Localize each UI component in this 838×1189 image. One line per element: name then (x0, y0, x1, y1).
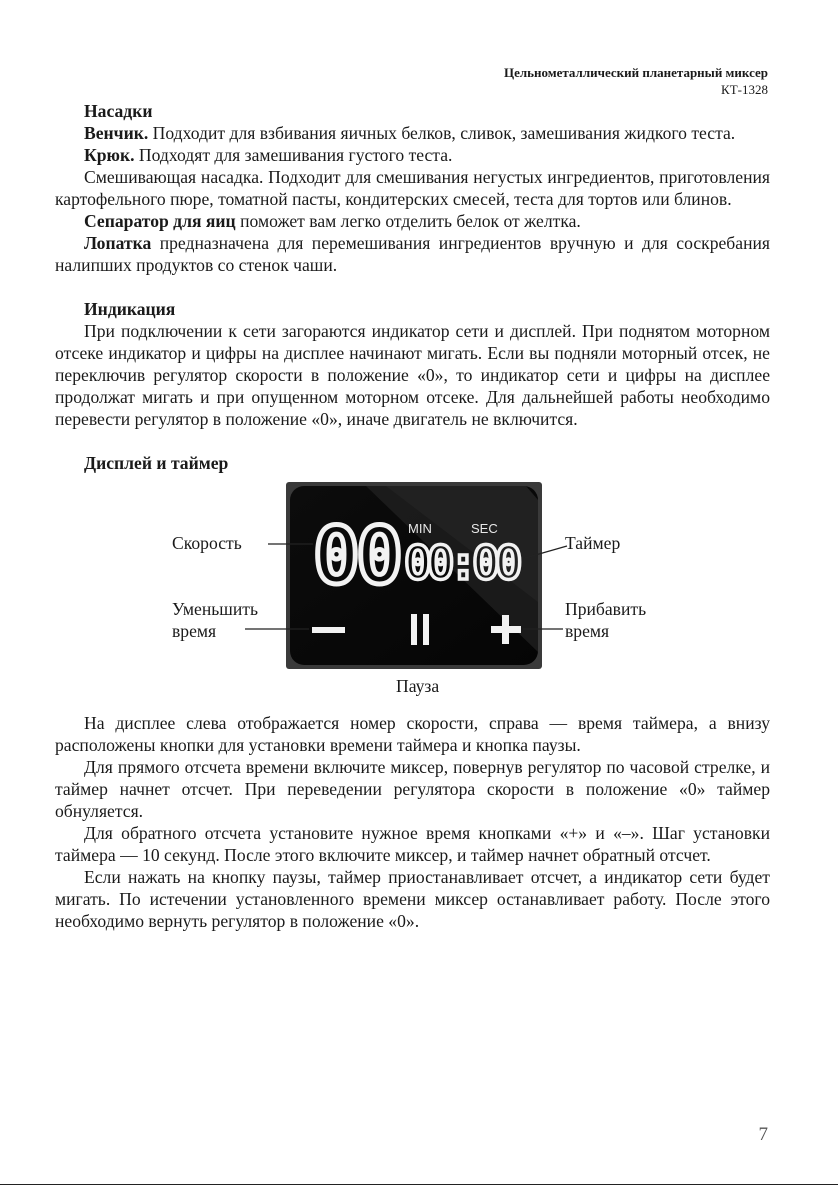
description-p2: Для прямого отсчета времени включите миксер, повернув регулятор по часовой стрелке, и таймер начнет отсчет. При переведении регулятора скорости в положение «0» таймер обнуляется. (55, 757, 770, 821)
timer-digits: 00:00 (404, 536, 518, 590)
mixing-paragraph: Смешивающая насадка. Подходит для смешивания негустых ингредиентов, приготовления картофельного пюре, томатной пасты, кондитерских смесей, теста для тортов или блинов. (55, 167, 770, 209)
spatula-paragraph (55, 232, 770, 276)
callout-increase-line1: Прибавить (565, 599, 647, 619)
callout-decrease-line2: время (172, 621, 217, 641)
separator-paragraph (55, 210, 770, 232)
speed-digits: 00 (313, 512, 399, 602)
whisk-paragraph (55, 122, 770, 144)
description-p1: На дисплее слева отображается номер скорости, справа — время таймера, а внизу расположены кнопки для установки времени таймера и кнопка паузы. (55, 713, 770, 755)
indication-heading: Индикация (84, 299, 176, 319)
attachments-heading: Насадки (84, 101, 153, 121)
leader-timer (525, 546, 567, 558)
minus-icon[interactable] (312, 627, 345, 633)
model-number: КТ-1328 (721, 82, 768, 97)
page-header (504, 64, 768, 98)
hook-term: Крюк. (84, 145, 135, 165)
whisk-text: Подходит для взбивания яичных белков, сливок, замешивания жидкого теста. (148, 123, 736, 143)
hook-paragraph (55, 144, 770, 166)
indication-paragraph: При подключении к сети загораются индикатор сети и дисплей. При поднятом моторном отсеке индикатор и цифры на дисплее начинают мигать. Если вы подняли моторный отсек, не переключив регулятор скорости в положение «0», то индикатор сети и цифры на дисплее продолжат мигать и при опущенном моторном отсеке. Для дальнейшей работы необходимо перевести регулятор в положение «0», иначе двигатель не включится. (55, 321, 770, 429)
sec-label: SEC (471, 521, 498, 536)
separator-text: поможет вам легко отделить белок от желтка. (235, 211, 581, 231)
callout-timer: Таймер (565, 533, 621, 553)
description-p4: Если нажать на кнопку паузы, таймер приостанавливает отсчет, а индикатор сети будет мигать. По истечении установленного времени миксер останавливает работу. После этого необходимо вернуть регулятор в положение «0». (55, 867, 770, 931)
whisk-term: Венчик. (84, 123, 149, 143)
callout-increase-line2: время (565, 621, 610, 641)
description-p3: Для обратного отсчета установите нужное время кнопками «+» и «–». Шаг установки таймера — 10 секунд. После этого включите миксер, и таймер начнет обратный отсчет. (55, 823, 770, 865)
display-heading: Дисплей и таймер (84, 453, 229, 473)
page-content (55, 100, 770, 932)
min-label: MIN (408, 521, 432, 536)
spatula-term: Лопатка (84, 233, 152, 253)
callout-pause: Пауза (396, 676, 440, 696)
callout-speed: Скорость (172, 533, 242, 553)
page-number: 7 (758, 1124, 768, 1145)
spatula-text: предназначена для перемешивания ингредиентов вручную и для соскребания налипших продуктов со стенок чаши. (55, 233, 770, 275)
display-figure (55, 482, 770, 712)
pause-icon[interactable] (411, 614, 429, 645)
plus-icon[interactable] (491, 615, 521, 644)
product-name: Цельнометаллический планетарный миксер (503, 65, 768, 80)
hook-text: Подходят для замешивания густого теста. (134, 145, 453, 165)
callout-decrease-line1: Уменьшить (172, 599, 258, 619)
separator-term: Сепаратор для яиц (84, 211, 236, 231)
page-bottom-border (0, 1184, 838, 1185)
